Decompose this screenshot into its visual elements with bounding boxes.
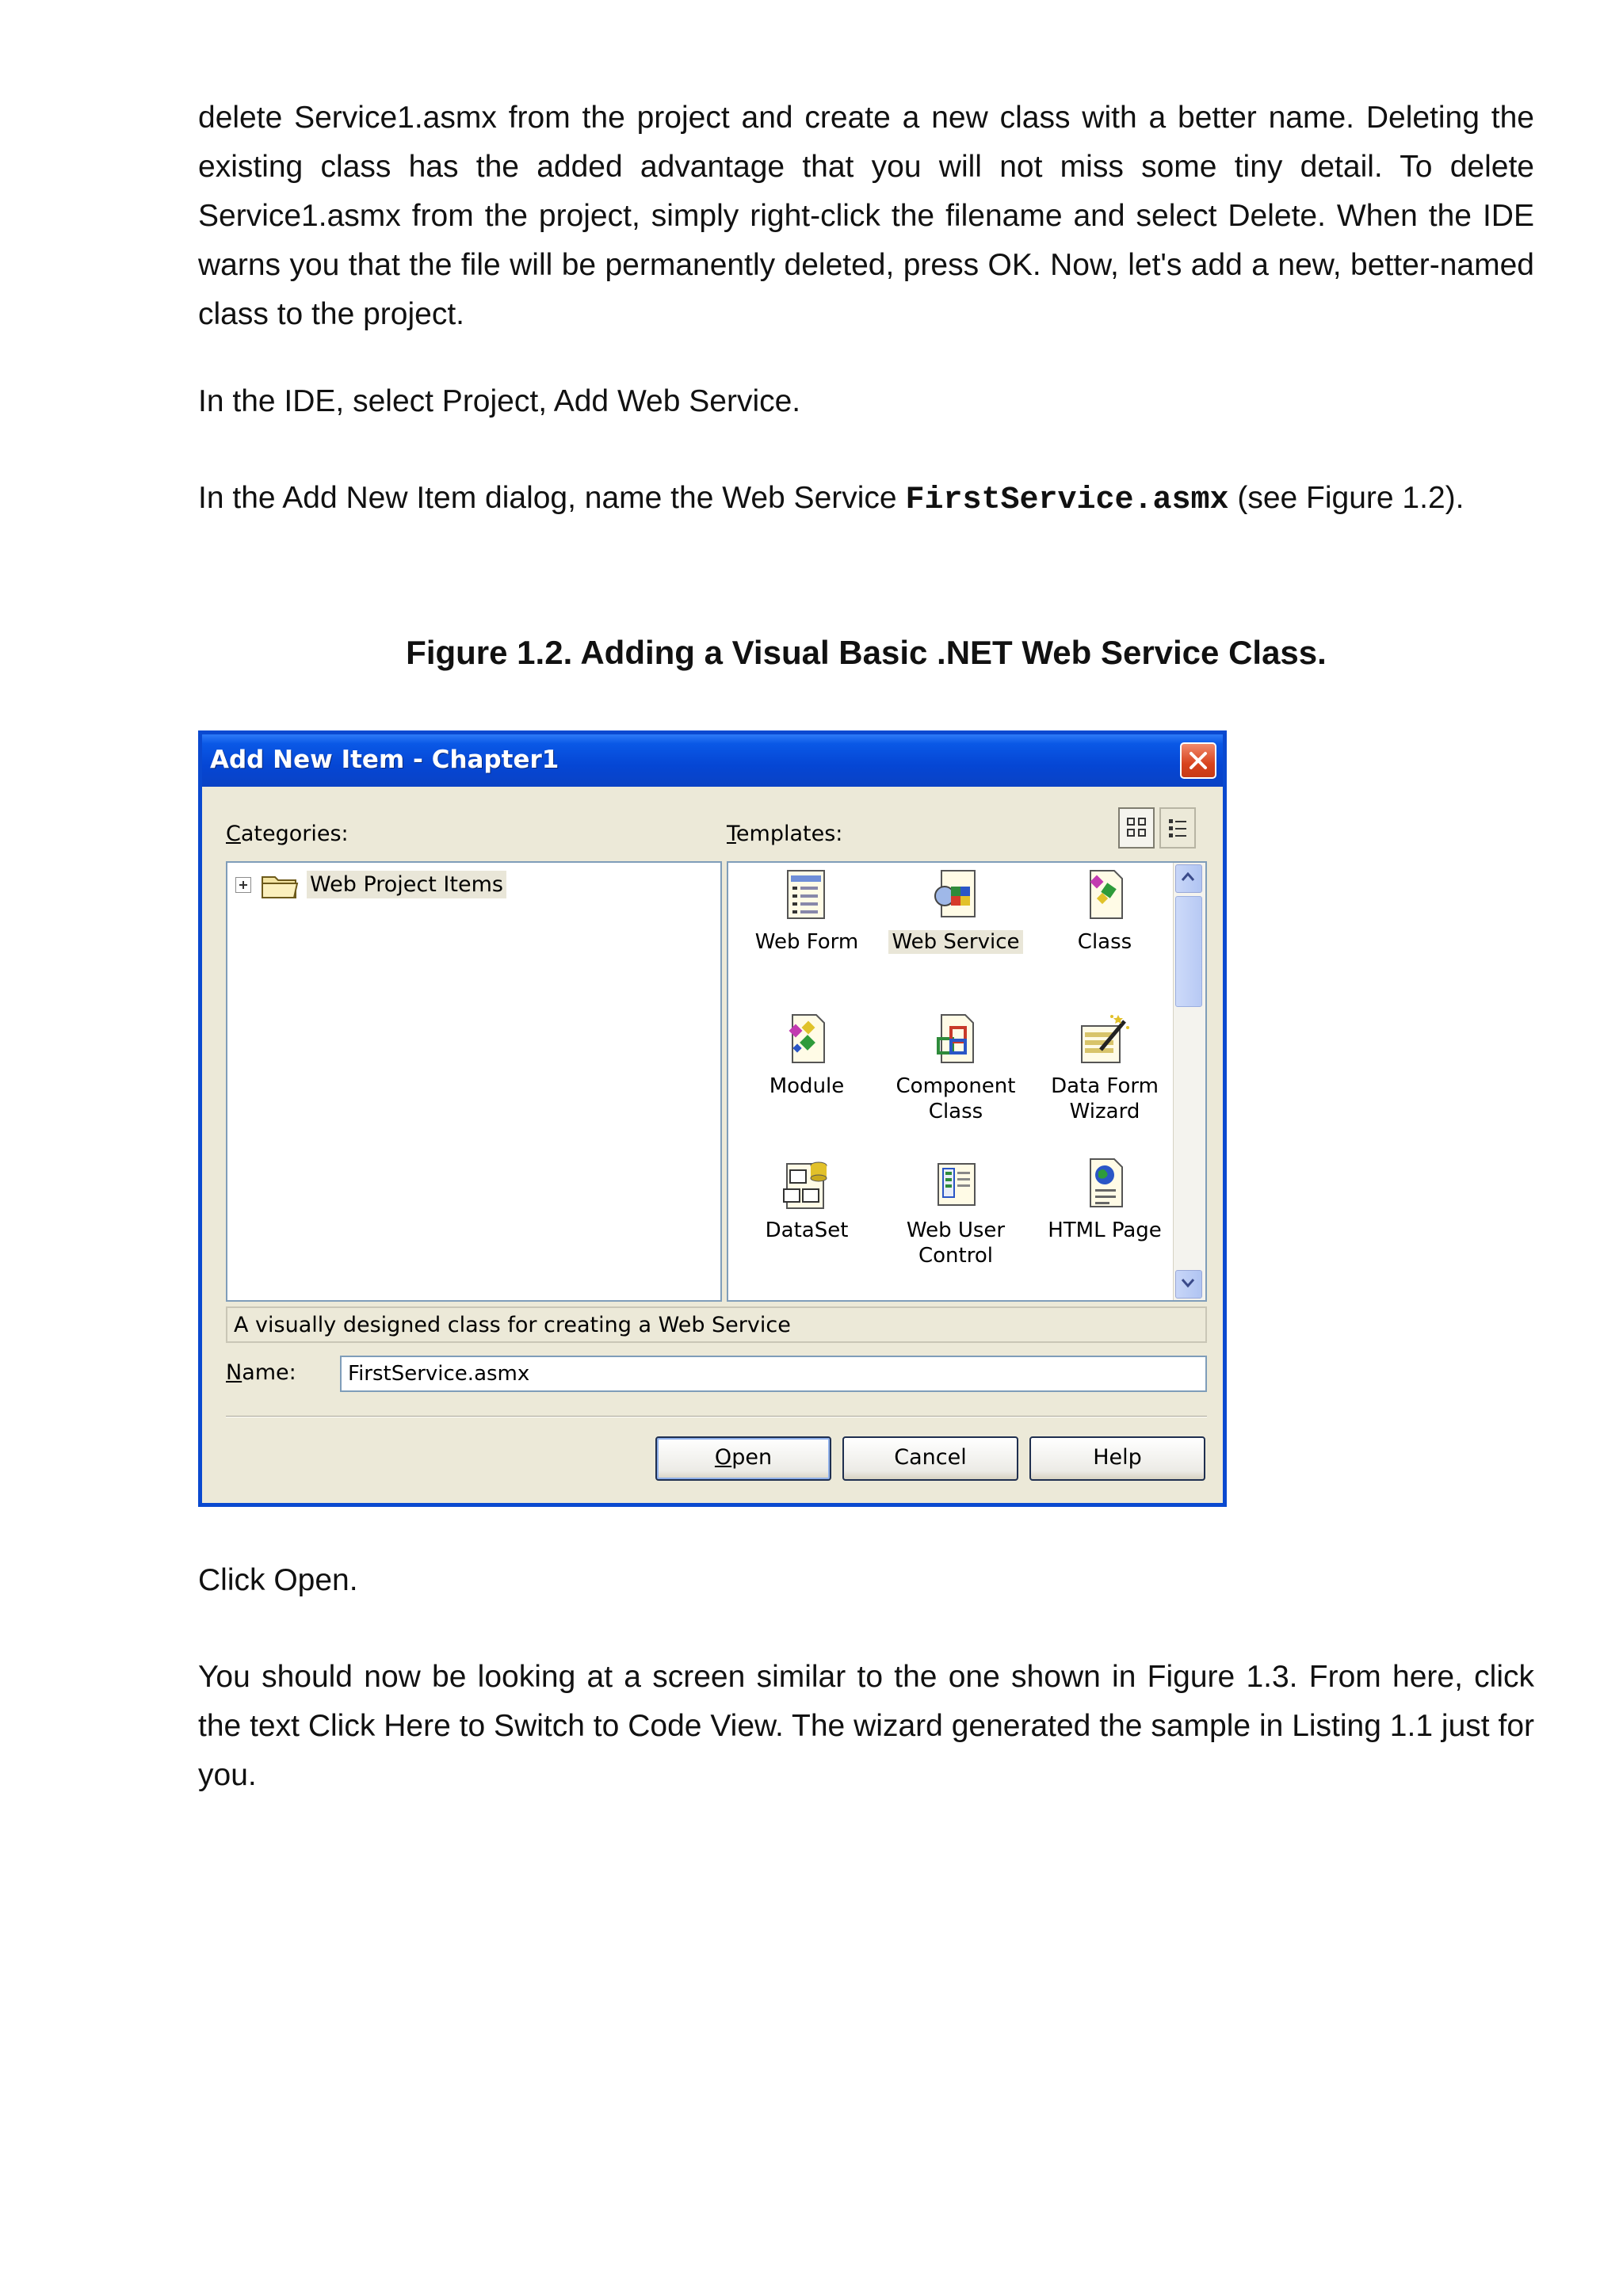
template-label: Web Service: [888, 930, 1022, 954]
template-class[interactable]: [1029, 868, 1180, 955]
paragraph-text: In the Add New Item dialog, name the Web Service: [198, 481, 906, 515]
html-page-icon: [1079, 1156, 1130, 1211]
templates-scrollbar[interactable]: [1173, 863, 1205, 1300]
dataset-icon: [779, 1156, 834, 1211]
template-module[interactable]: [731, 1012, 882, 1099]
description-text: A visually designed class for creating a Web Service: [234, 1313, 791, 1337]
template-label: Class: [1077, 930, 1132, 954]
categories-tree[interactable]: [226, 861, 722, 1302]
template-dataset[interactable]: [731, 1156, 882, 1243]
template-label-line2: Class: [928, 1100, 983, 1123]
folder-icon: [261, 872, 299, 899]
template-component-class[interactable]: [880, 1012, 1031, 1124]
small-icons-view-button[interactable]: [1159, 807, 1196, 849]
templates-label-hotkey: T: [727, 822, 736, 846]
name-label: [226, 1360, 296, 1385]
template-label: Module: [769, 1074, 845, 1098]
name-input[interactable]: FirstService.asmx: [340, 1356, 1207, 1392]
template-web-service[interactable]: [880, 868, 1031, 955]
template-label: Data Form: [1051, 1074, 1159, 1098]
template-label-wrap: [880, 929, 1031, 955]
paragraph-text: (see Figure 1.2).: [1228, 481, 1465, 515]
paragraph-click-open: Click Open.: [198, 1563, 358, 1597]
web-service-icon: [930, 868, 981, 923]
template-description: [226, 1306, 1207, 1343]
dialog-titlebar: [202, 734, 1223, 787]
module-icon: [781, 1012, 832, 1067]
name-label-hotkey: N: [226, 1360, 242, 1385]
paragraph-delete-service: delete Service1.asmx from the project and create a new class with a better name. Deleting the existing class has the added advantage that you will not miss some tiny detail. To delete Service1.asmx from the project, simply right-click the filename and select Delete. When the IDE warns you that the file will be permanently deleted, press OK. Now, let's add a new, better-named class to the project.: [198, 101, 1534, 331]
template-data-form-wizard[interactable]: [1029, 1012, 1180, 1124]
close-button[interactable]: [1180, 742, 1216, 779]
data-form-wizard-icon: [1077, 1012, 1132, 1067]
open-button[interactable]: [655, 1436, 831, 1481]
component-class-icon: [930, 1012, 981, 1067]
divider: [226, 1416, 1207, 1417]
paragraph-next-steps: You should now be looking at a screen similar to the one shown in Figure 1.3. From here, click the text Click Here to Switch to Code View. The wizard generated the sample in Listing 1.1 just for you.: [198, 1660, 1534, 1792]
web-form-icon: [781, 868, 832, 923]
template-label-line2: Wizard: [1069, 1100, 1140, 1123]
help-button[interactable]: Help: [1029, 1436, 1205, 1481]
name-label-text: ame:: [242, 1360, 296, 1385]
template-web-form[interactable]: [731, 868, 882, 955]
expand-icon[interactable]: [235, 877, 251, 893]
categories-label: [226, 822, 349, 846]
figure-caption: Figure 1.2. Adding a Visual Basic .NET Web Service Class.: [406, 634, 1327, 671]
template-web-user-control[interactable]: [880, 1156, 1031, 1268]
templates-label: [727, 822, 842, 846]
template-label: HTML Page: [1048, 1219, 1162, 1242]
categories-label-hotkey: C: [226, 822, 241, 846]
categories-label-text: ategories:: [240, 822, 349, 846]
template-label-wrap: [880, 1074, 1031, 1124]
inline-code-filename: FirstService.asmx: [905, 482, 1229, 518]
template-label: Web Form: [754, 930, 859, 954]
templates-label-text: emplates:: [735, 822, 843, 846]
class-icon: [1079, 868, 1130, 923]
template-label-wrap: [1029, 1074, 1180, 1124]
large-icons-view-button[interactable]: [1118, 807, 1155, 849]
large-icons-icon: [1126, 817, 1148, 841]
cancel-button[interactable]: Cancel: [842, 1436, 1018, 1481]
open-button-hotkey: O: [714, 1445, 732, 1470]
dialog-title: Add New Item - Chapter1: [210, 746, 559, 774]
chevron-up-icon: [1176, 865, 1200, 889]
add-new-item-dialog: [198, 730, 1227, 1507]
template-html-page[interactable]: [1029, 1156, 1180, 1243]
scroll-down-button[interactable]: [1175, 1270, 1202, 1299]
list-view-icon: [1167, 817, 1190, 841]
template-label: Component: [896, 1074, 1016, 1098]
paragraph-add-web-service: In the IDE, select Project, Add Web Service.: [198, 384, 801, 418]
template-label-wrap: [880, 1218, 1031, 1268]
web-user-control-icon: [930, 1156, 981, 1211]
paragraph-name-service: [198, 474, 1534, 525]
chevron-down-icon: [1176, 1271, 1200, 1295]
scroll-thumb[interactable]: [1175, 896, 1202, 1007]
template-label: DataSet: [765, 1219, 849, 1242]
templates-list[interactable]: [727, 861, 1207, 1302]
scroll-up-button[interactable]: [1175, 864, 1202, 893]
template-label-line2: Control: [918, 1244, 993, 1268]
open-button-label: pen: [731, 1445, 773, 1470]
tree-item-label: Web Project Items: [307, 871, 506, 898]
close-icon: [1188, 750, 1209, 771]
template-label: Web User: [906, 1219, 1006, 1242]
